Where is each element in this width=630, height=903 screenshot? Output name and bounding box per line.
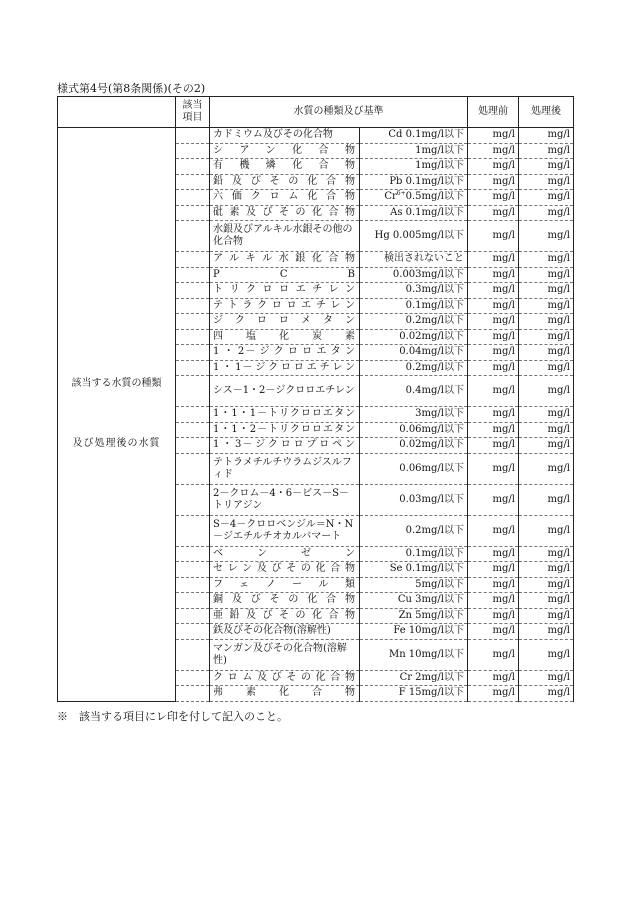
substance-name: 亜鉛及びその化合物	[210, 608, 360, 624]
applicable-checkbox-cell[interactable]	[176, 670, 210, 686]
substance-name: テトラメチルチウラムジスルフィド	[210, 453, 360, 484]
footnote: ※ 該当する項目にレ印を付して記入のこと。	[57, 710, 288, 723]
applicable-checkbox-cell[interactable]	[176, 484, 210, 515]
standard-superscript: 6+	[396, 190, 406, 198]
after-treatment-unit[interactable]: mg/l	[519, 484, 574, 515]
substance-name: セレン及びその化合物	[210, 562, 360, 578]
after-treatment-unit[interactable]: mg/l	[519, 159, 574, 175]
header-row	[58, 97, 574, 128]
standard-value: 0.1mg/l以下	[360, 298, 468, 314]
header-after: 処理後	[519, 97, 574, 128]
standard-value: 0.06mg/l以下	[360, 422, 468, 438]
standard-value: Cu 3mg/l以下	[360, 593, 468, 609]
before-treatment-unit[interactable]: mg/l	[468, 624, 519, 640]
before-treatment-unit[interactable]: mg/l	[468, 407, 519, 423]
after-treatment-unit[interactable]: mg/l	[519, 205, 574, 221]
before-treatment-unit[interactable]: mg/l	[468, 593, 519, 609]
group-label-line1: 該当する水質の種類	[71, 378, 162, 390]
header-before: 処理前	[468, 97, 519, 128]
after-treatment-unit[interactable]: mg/l	[519, 283, 574, 299]
substance-name: 四塩化炭素	[210, 329, 360, 345]
after-treatment-unit[interactable]: mg/l	[519, 593, 574, 609]
substance-name: ジクロロメタン	[210, 314, 360, 330]
before-treatment-unit[interactable]: mg/l	[468, 670, 519, 686]
substance-name: 1・1・1－トリクロロエタン	[210, 407, 360, 423]
applicable-checkbox-cell[interactable]	[176, 376, 210, 407]
applicable-checkbox-cell[interactable]	[176, 577, 210, 593]
substance-name: シアン化合物	[210, 143, 360, 159]
after-treatment-unit[interactable]: mg/l	[519, 128, 574, 144]
water-quality-table	[57, 96, 574, 702]
standard-value: 0.2mg/l以下	[360, 515, 468, 546]
before-treatment-unit[interactable]: mg/l	[468, 314, 519, 330]
applicable-checkbox-cell[interactable]	[176, 453, 210, 484]
blank-header-cell	[58, 97, 176, 128]
applicable-checkbox-cell[interactable]	[176, 686, 210, 702]
applicable-checkbox-cell[interactable]	[176, 159, 210, 175]
header-standard: 水質の種類及び基準	[210, 97, 468, 128]
after-treatment-unit[interactable]: mg/l	[519, 252, 574, 268]
after-treatment-unit[interactable]: mg/l	[519, 453, 574, 484]
standard-value: 1mg/l以下	[360, 143, 468, 159]
after-treatment-unit[interactable]: mg/l	[519, 314, 574, 330]
after-treatment-unit[interactable]: mg/l	[519, 407, 574, 423]
substance-name: カドミウム及びその化合物	[210, 128, 360, 144]
standard-value: Se 0.1mg/l以下	[360, 562, 468, 578]
substance-name: 鉛及びその化合物	[210, 174, 360, 190]
substance-name: クロム及びその化合物	[210, 670, 360, 686]
standard-value: Zn 5mg/l以下	[360, 608, 468, 624]
group-label-cell	[58, 128, 176, 702]
standard-value: 0.02mg/l以下	[360, 438, 468, 454]
before-treatment-unit[interactable]: mg/l	[468, 298, 519, 314]
standard-value: 0.2mg/l以下	[360, 360, 468, 376]
substance-name: 砒素及びその化合物	[210, 205, 360, 221]
standard-value: 0.03mg/l以下	[360, 484, 468, 515]
applicable-checkbox-cell[interactable]	[176, 360, 210, 376]
before-treatment-unit[interactable]: mg/l	[468, 608, 519, 624]
before-treatment-unit[interactable]: mg/l	[468, 345, 519, 361]
substance-name: 鉄及びその化合物(溶解性)	[210, 624, 360, 640]
standard-value: 0.4mg/l以下	[360, 376, 468, 407]
standard-value: 1mg/l以下	[360, 159, 468, 175]
standard-value: Hg 0.005mg/l以下	[360, 221, 468, 252]
standard-value: Cr 2mg/l以下	[360, 670, 468, 686]
standard-value: 0.02mg/l以下	[360, 329, 468, 345]
substance-name: 有機燐化合物	[210, 159, 360, 175]
standard-value: 0.04mg/l以下	[360, 345, 468, 361]
after-treatment-unit[interactable]: mg/l	[519, 298, 574, 314]
standard-value: 0.003mg/l以下	[360, 267, 468, 283]
standard-value: Mn 10mg/l以下	[360, 639, 468, 670]
substance-name: テトラクロロエチレン	[210, 298, 360, 314]
applicable-checkbox-cell[interactable]	[176, 283, 210, 299]
standard-rest: 0.5mg/l以下	[405, 191, 464, 203]
standard-value: Cd 0.1mg/l以下	[360, 128, 468, 144]
after-treatment-unit[interactable]: mg/l	[519, 515, 574, 546]
substance-name: トリクロロエチレン	[210, 283, 360, 299]
substance-name: S－4－クロロベンジル＝N・N－ジエチルチオカルバマート	[210, 515, 360, 546]
applicable-checkbox-cell[interactable]	[176, 639, 210, 670]
before-treatment-unit[interactable]: mg/l	[468, 221, 519, 252]
applicable-checkbox-cell[interactable]	[176, 422, 210, 438]
applicable-checkbox-cell[interactable]	[176, 267, 210, 283]
applicable-checkbox-cell[interactable]	[176, 221, 210, 252]
standard-value: Fe 10mg/l以下	[360, 624, 468, 640]
after-treatment-unit[interactable]: mg/l	[519, 143, 574, 159]
before-treatment-unit[interactable]: mg/l	[468, 190, 519, 206]
before-treatment-unit[interactable]: mg/l	[468, 686, 519, 702]
after-treatment-unit[interactable]: mg/l	[519, 190, 574, 206]
standard-value: 5mg/l以下	[360, 577, 468, 593]
substance-name: 水銀及びアルキル水銀その他の化合物	[210, 221, 360, 252]
before-treatment-unit[interactable]: mg/l	[468, 159, 519, 175]
before-treatment-unit[interactable]: mg/l	[468, 128, 519, 144]
before-treatment-unit[interactable]: mg/l	[468, 205, 519, 221]
before-treatment-unit[interactable]: mg/l	[468, 562, 519, 578]
standard-value: 0.1mg/l以下	[360, 546, 468, 562]
after-treatment-unit[interactable]: mg/l	[519, 267, 574, 283]
standard-value: 0.3mg/l以下	[360, 283, 468, 299]
substance-name: 1・1－ジクロロエチレン	[210, 360, 360, 376]
substance-name: ベンゼン	[210, 546, 360, 562]
before-treatment-unit[interactable]: mg/l	[468, 360, 519, 376]
after-treatment-unit[interactable]: mg/l	[519, 686, 574, 702]
before-treatment-unit[interactable]: mg/l	[468, 376, 519, 407]
table-body	[58, 128, 574, 702]
applicable-checkbox-cell[interactable]	[176, 252, 210, 268]
after-treatment-unit[interactable]: mg/l	[519, 577, 574, 593]
after-treatment-unit[interactable]: mg/l	[519, 670, 574, 686]
substance-name: 2－クロム－4・6－ビス－S－トリアジン	[210, 484, 360, 515]
before-treatment-unit[interactable]: mg/l	[468, 453, 519, 484]
substance-name: 1・2－ジクロロエタン	[210, 345, 360, 361]
after-treatment-unit[interactable]: mg/l	[519, 624, 574, 640]
substance-name: 六価クロム化合物	[210, 190, 360, 206]
table-row	[58, 128, 574, 144]
substance-name: フェノール類	[210, 577, 360, 593]
before-treatment-unit[interactable]: mg/l	[468, 639, 519, 670]
applicable-checkbox-cell[interactable]	[176, 562, 210, 578]
after-treatment-unit[interactable]: mg/l	[519, 608, 574, 624]
standard-value	[360, 190, 468, 206]
standard-value: 3mg/l以下	[360, 407, 468, 423]
applicable-checkbox-cell[interactable]	[176, 174, 210, 190]
header-applicable: 該当項目	[176, 97, 210, 128]
after-treatment-unit[interactable]: mg/l	[519, 562, 574, 578]
applicable-checkbox-cell[interactable]	[176, 407, 210, 423]
applicable-checkbox-cell[interactable]	[176, 515, 210, 546]
substance-name: 1・3－ジクロロプロペン	[210, 438, 360, 454]
before-treatment-unit[interactable]: mg/l	[468, 252, 519, 268]
after-treatment-unit[interactable]: mg/l	[519, 422, 574, 438]
substance-name: 銅及びその化合物	[210, 593, 360, 609]
before-treatment-unit[interactable]: mg/l	[468, 283, 519, 299]
after-treatment-unit[interactable]: mg/l	[519, 329, 574, 345]
before-treatment-unit[interactable]: mg/l	[468, 267, 519, 283]
standard-value: 0.06mg/l以下	[360, 453, 468, 484]
after-treatment-unit[interactable]: mg/l	[519, 546, 574, 562]
applicable-checkbox-cell[interactable]	[176, 314, 210, 330]
before-treatment-unit[interactable]: mg/l	[468, 577, 519, 593]
after-treatment-unit[interactable]: mg/l	[519, 221, 574, 252]
before-treatment-unit[interactable]: mg/l	[468, 422, 519, 438]
after-treatment-unit[interactable]: mg/l	[519, 438, 574, 454]
applicable-checkbox-cell[interactable]	[176, 345, 210, 361]
applicable-checkbox-cell[interactable]	[176, 608, 210, 624]
applicable-checkbox-cell[interactable]	[176, 205, 210, 221]
applicable-checkbox-cell[interactable]	[176, 329, 210, 345]
applicable-checkbox-cell[interactable]	[176, 593, 210, 609]
standard-value: F 15mg/l以下	[360, 686, 468, 702]
applicable-checkbox-cell[interactable]	[176, 298, 210, 314]
before-treatment-unit[interactable]: mg/l	[468, 515, 519, 546]
substance-name: P C B	[210, 267, 360, 283]
applicable-checkbox-cell[interactable]	[176, 128, 210, 144]
substance-name: 1・1・2－トリクロロエタン	[210, 422, 360, 438]
applicable-checkbox-cell[interactable]	[176, 546, 210, 562]
applicable-checkbox-cell[interactable]	[176, 438, 210, 454]
form-title: 様式第4号(第8条関係)(その2)	[57, 82, 206, 95]
after-treatment-unit[interactable]: mg/l	[519, 639, 574, 670]
substance-name: 弗素化合物	[210, 686, 360, 702]
after-treatment-unit[interactable]: mg/l	[519, 376, 574, 407]
standard-prefix: Cr	[384, 191, 397, 203]
substance-name: マンガン及びその化合物(溶解性)	[210, 639, 360, 670]
substance-name: シス－1・2－ジクロロエチレン	[210, 376, 360, 407]
before-treatment-unit[interactable]: mg/l	[468, 143, 519, 159]
applicable-checkbox-cell[interactable]	[176, 190, 210, 206]
standard-value: Pb 0.1mg/l以下	[360, 174, 468, 190]
before-treatment-unit[interactable]: mg/l	[468, 329, 519, 345]
after-treatment-unit[interactable]: mg/l	[519, 360, 574, 376]
group-label-line2: 及び処理後の水質	[72, 438, 161, 450]
applicable-checkbox-cell[interactable]	[176, 624, 210, 640]
standard-value: As 0.1mg/l以下	[360, 205, 468, 221]
substance-name: アルキル水銀化合物	[210, 252, 360, 268]
applicable-checkbox-cell[interactable]	[176, 143, 210, 159]
before-treatment-unit[interactable]: mg/l	[468, 438, 519, 454]
before-treatment-unit[interactable]: mg/l	[468, 174, 519, 190]
standard-value: 検出されないこと	[360, 252, 468, 268]
before-treatment-unit[interactable]: mg/l	[468, 484, 519, 515]
after-treatment-unit[interactable]: mg/l	[519, 345, 574, 361]
standard-value: 0.2mg/l以下	[360, 314, 468, 330]
before-treatment-unit[interactable]: mg/l	[468, 546, 519, 562]
after-treatment-unit[interactable]: mg/l	[519, 174, 574, 190]
